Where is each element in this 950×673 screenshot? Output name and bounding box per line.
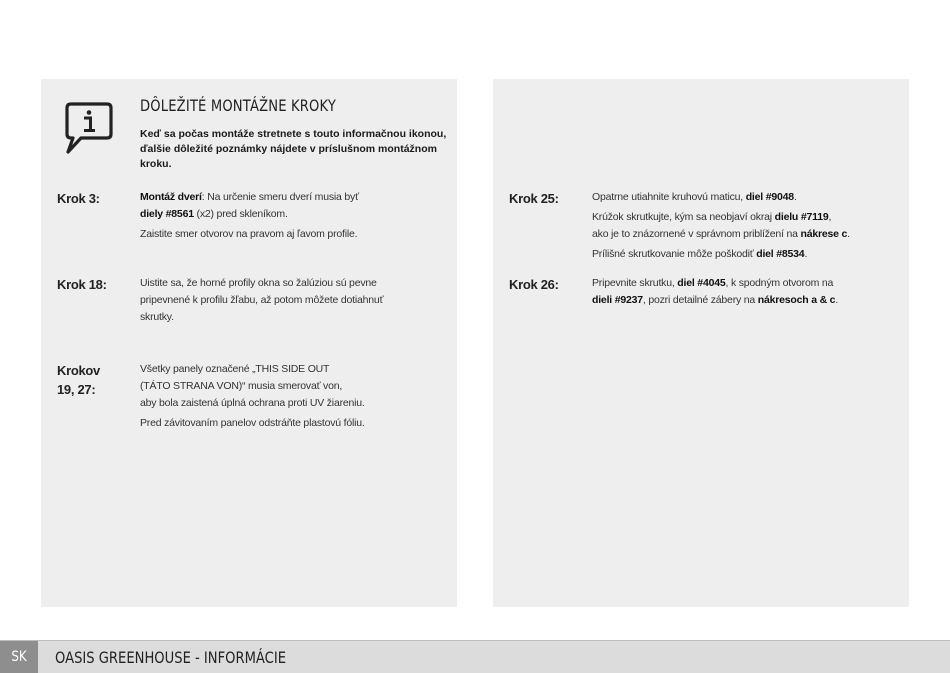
step-line: Pripevnite skrutku, diel #4045, k spodným otvorom na bbox=[592, 277, 834, 289]
step-line: diely #8561 (x2) pred skleníkom. bbox=[140, 208, 288, 220]
step-label: Krokov 19, 27: bbox=[57, 363, 100, 397]
step-line: Všetky panely označené „THIS SIDE OUT bbox=[140, 363, 330, 375]
intro-text: Keď sa počas montáže stretnete s touto informačnou ikonou, ďalšie dôležité poznámky nájdete v príslušnom montážnom kroku. bbox=[140, 128, 447, 170]
step-line: dieli #9237, pozri detailné zábery na nákresoch a & c. bbox=[592, 294, 839, 306]
step-line: Opatrne utiahnite kruhovú maticu, diel #9048. bbox=[592, 191, 797, 203]
step-label: Krok 26: bbox=[509, 277, 559, 292]
step-line: aby bola zaistená úplná ochrana proti UV žiareniu. bbox=[140, 397, 365, 409]
step-body bbox=[140, 275, 383, 326]
step-label: Krok 3: bbox=[57, 191, 100, 206]
step-line: pripevnené k profilu žľabu, až potom môžete dotiahnuť bbox=[140, 294, 384, 306]
page-title: DÔLEŽITÉ MONTÁŽNE KROKY bbox=[140, 96, 337, 115]
step-line: Montáž dverí: Na určenie smeru dverí musia byť bbox=[140, 191, 359, 203]
step-line: Prílišné skrutkovanie môže poškodiť diel #8534. bbox=[592, 248, 808, 260]
step-line: (TÁTO STRANA VON)“ musia smerovať von, bbox=[140, 380, 343, 392]
language-badge: SK bbox=[0, 641, 38, 673]
info-speech-bubble-icon bbox=[63, 100, 115, 156]
step-body bbox=[592, 275, 838, 309]
step-body bbox=[140, 189, 359, 243]
footer-title: OASIS GREENHOUSE - INFORMÁCIE bbox=[55, 648, 286, 667]
footer-bar bbox=[0, 640, 950, 673]
step-body bbox=[140, 361, 365, 432]
step-line: skrutky. bbox=[140, 311, 174, 323]
right-panel bbox=[493, 79, 909, 607]
step-line: Zaistite smer otvorov na pravom aj ľavom profile. bbox=[140, 228, 358, 240]
step-line: Uistite sa, že horné profily okna so žalúziou sú pevne bbox=[140, 277, 377, 289]
step-line: Krúžok skrutkujte, kým sa neobjaví okraj dielu #7119, bbox=[592, 211, 832, 223]
step-body bbox=[592, 189, 850, 263]
step-line: Pred závitovaním panelov odstráňte plastovú fóliu. bbox=[140, 417, 365, 429]
step-label: Krok 18: bbox=[57, 277, 107, 292]
step-label: Krok 25: bbox=[509, 191, 559, 206]
step-line: ako je to znázornené v správnom priblížení na nákrese c. bbox=[592, 228, 850, 240]
